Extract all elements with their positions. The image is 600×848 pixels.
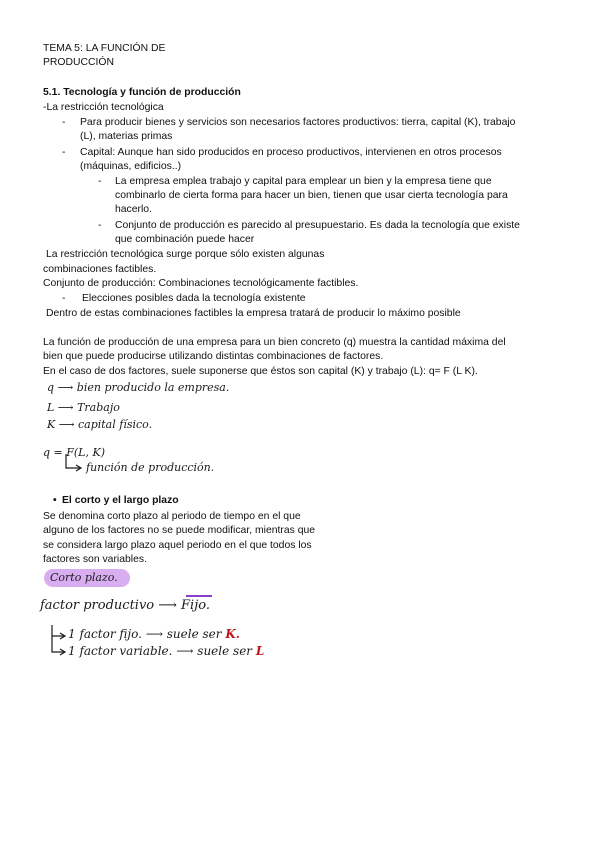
handwritten-formula: q = F(L, K) (43, 446, 105, 459)
handwritten-corto-plazo: Corto plazo. (50, 571, 118, 584)
handwritten-k-red: K. (225, 627, 240, 641)
bullet-dash: - (62, 117, 66, 128)
paragraph-plazo-line2: alguno de los factores no se puede modificar, mientras que (43, 525, 316, 536)
paragraph-plazo-line1: Se denomina corto plazo al periodo de tiempo en el que (43, 511, 301, 522)
section-heading-tecnologia: 5.1. Tecnología y función de producción (43, 87, 241, 98)
paragraph-plazo-line3: se considera largo plazo aquel periodo en el que todos los (43, 540, 312, 551)
paragraph-restriccion-line2: combinaciones factibles. (43, 264, 157, 275)
paragraph-restriccion-line1: La restricción tecnológica surge porque sólo existen algunas (46, 249, 325, 260)
section-heading-corto-largo: El corto y el largo plazo (62, 495, 179, 506)
paragraph-funcion-line1: La función de producción de una empresa para un bien concreto (q) muestra la cantidad máxima del (43, 337, 506, 348)
handwritten-note-l: L ⟶ Trabajo (47, 401, 120, 414)
handwritten-factor-productivo: factor productivo ⟶ Fijo. (40, 598, 210, 613)
subbullet-empresa-line1: La empresa emplea trabajo y capital para emplear un bien y la empresa tiene que (115, 176, 492, 187)
handwritten-factor-variable-text: 1 factor variable. ⟶ suele ser (68, 644, 253, 658)
bullet-factores-line1: Para producir bienes y servicios son necesarios factores productivos: tierra, capital (K), trabajo (80, 117, 516, 128)
subbullet-conjunto-line1: Conjunto de producción es parecido al presupuestario. Es dada la tecnología que existe (115, 220, 520, 231)
subbullet-conjunto-line2: que combinación puede hacer (115, 234, 255, 245)
handwritten-note-q: q ⟶ bien producido la empresa. (47, 381, 230, 394)
paragraph-funcion-line3: En el caso de dos factores, suele suponerse que éstos son capital (K) y trabajo (L): q= F (L K). (43, 366, 478, 377)
bullet-capital-line2: (máquinas, edificios..) (80, 161, 182, 172)
subbullet-empresa-line3: hacerlo. (115, 204, 152, 215)
handwritten-l-red: L (255, 644, 265, 658)
bullet-dash: - (62, 147, 66, 158)
bullet-factores-line2: (L), materias primas (80, 131, 173, 142)
handwritten-note-k: K ⟶ capital físico. (47, 418, 153, 431)
handwritten-factor-variable (68, 644, 264, 658)
subbullet-dash: - (98, 220, 102, 231)
bullet-capital-line1: Capital: Aunque han sido producidos en proceso productivos, intervienen en otros procesos (80, 147, 502, 158)
bullet-elecciones: Elecciones posibles dada la tecnología existente (82, 293, 306, 304)
subbullet-dash: - (98, 176, 102, 187)
restriccion-label: -La restricción tecnológica (43, 102, 164, 113)
handwritten-factor-fijo-text: 1 factor fijo. ⟶ suele ser (68, 627, 222, 641)
subbullet-empresa-line2: combinarlo de cierta forma para hacer un bien, tienen que usar cierta tecnología para (115, 190, 508, 201)
section-bullet: • (53, 495, 57, 506)
paragraph-dentro: Dentro de estas combinaciones factibles la empresa tratará de producir lo máximo posible (46, 308, 461, 319)
purple-underline-mark (186, 595, 212, 597)
document-title-line2: PRODUCCIÓN (43, 57, 115, 68)
paragraph-funcion-line2: bien que puede producirse utilizando distintas combinaciones de factores. (43, 351, 384, 362)
bullet-dash: - (62, 293, 66, 304)
handwritten-funcion-label: función de producción. (86, 461, 215, 474)
paragraph-plazo-line4: factores son variables. (43, 554, 147, 565)
handwritten-factor-fijo (68, 627, 240, 641)
paragraph-conjunto: Conjunto de producción: Combinaciones tecnológicamente factibles. (43, 278, 359, 289)
document-title-line1: TEMA 5: LA FUNCIÓN DE (43, 43, 166, 54)
